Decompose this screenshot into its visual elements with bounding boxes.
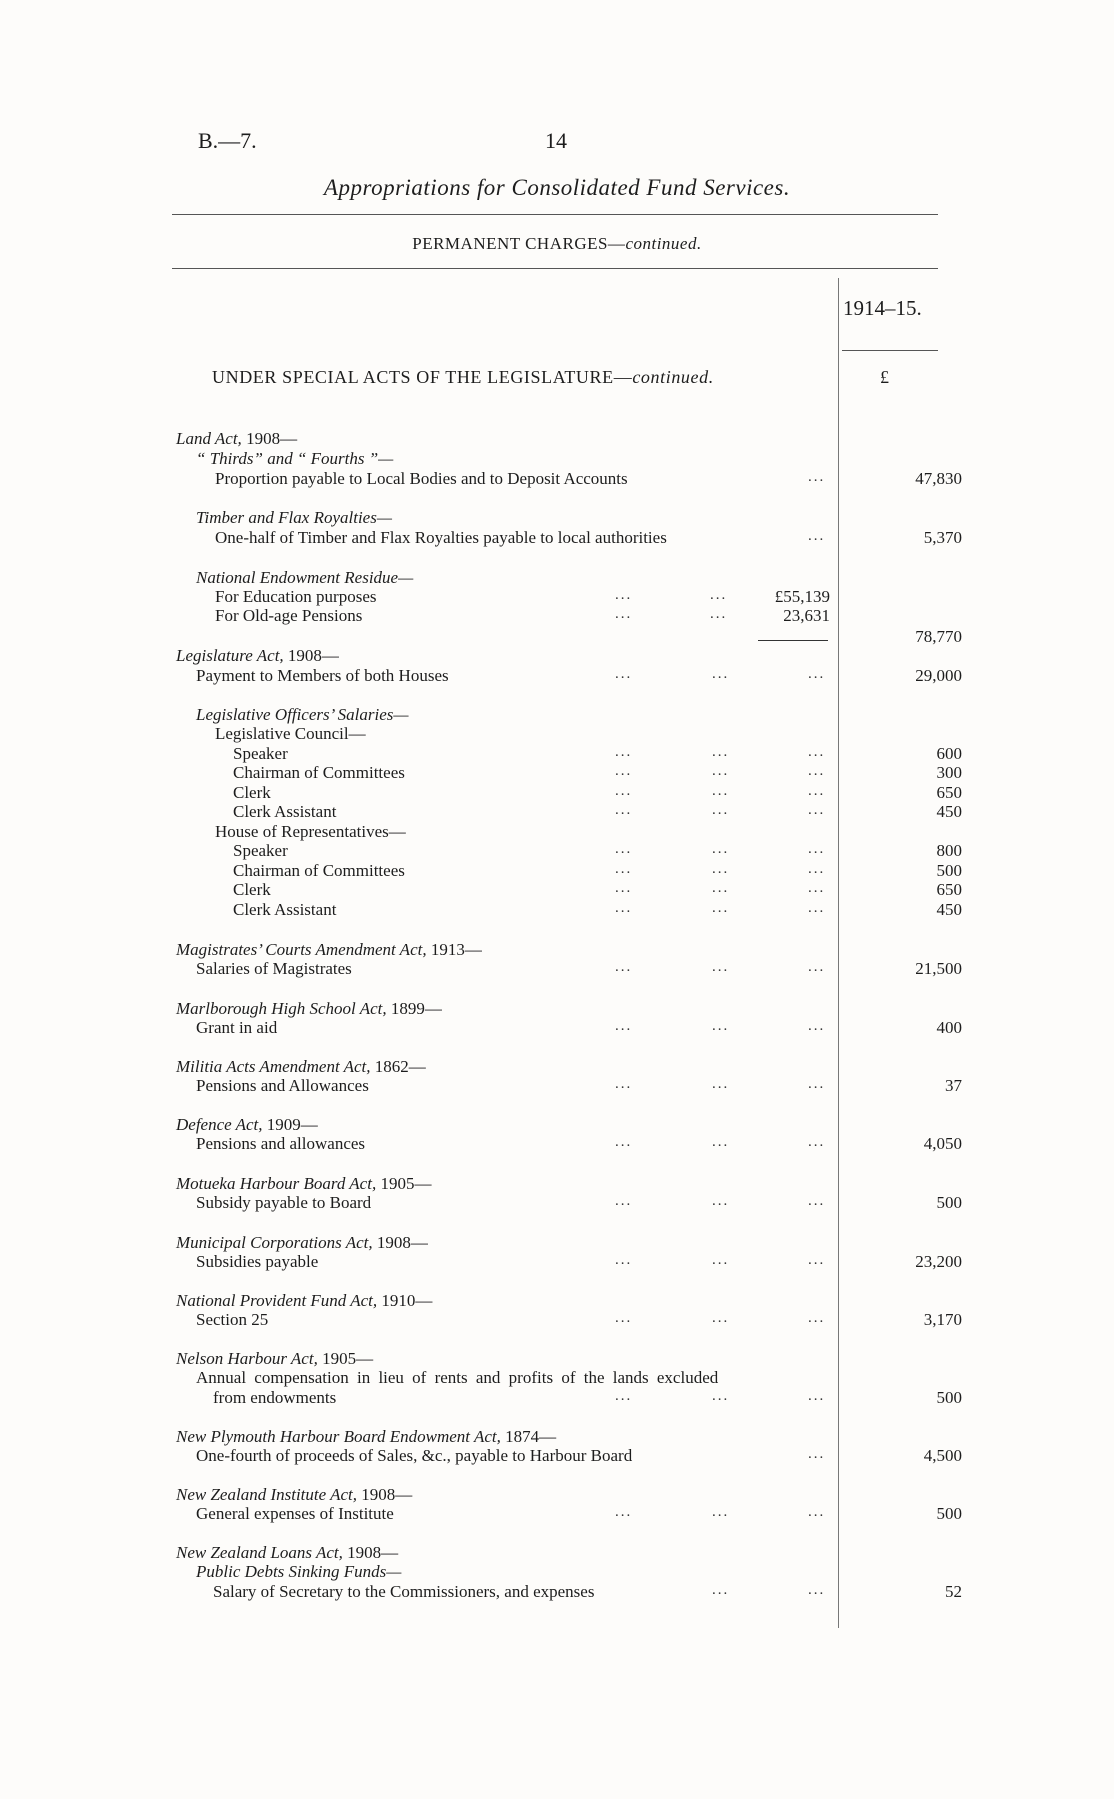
- leader-dots: ...: [615, 1076, 633, 1092]
- endowment-total: 78,770: [915, 627, 962, 646]
- act-title: Militia Acts Amendment Act,: [176, 1057, 371, 1076]
- leader-dots: ...: [712, 880, 730, 896]
- leader-dots: ...: [808, 1134, 826, 1150]
- leader-dots: ...: [808, 959, 826, 975]
- leader-dots: ...: [712, 959, 730, 975]
- leader-dots: ...: [808, 469, 826, 485]
- leader-dots: ...: [712, 1076, 730, 1092]
- document-reference: B.—7.: [198, 128, 257, 153]
- new-plymouth-heading: [176, 1427, 556, 1447]
- endowment-pensions-value: 23,631: [783, 606, 830, 625]
- house-row-label: Clerk: [233, 880, 271, 899]
- leader-dots: ...: [615, 900, 633, 916]
- act-year: 1910—: [377, 1291, 433, 1310]
- act-line: Subsidies payable: [196, 1252, 319, 1271]
- page-number: 14: [545, 128, 567, 153]
- nelson-act-year: 1905—: [317, 1349, 374, 1368]
- act-year: 1908—: [372, 1233, 428, 1252]
- leader-dots: ...: [808, 861, 826, 877]
- land-act-heading: [176, 429, 297, 449]
- council-row-label: Clerk Assistant: [233, 802, 337, 821]
- leader-dots: ...: [615, 861, 633, 877]
- leader-dots: ...: [808, 666, 826, 682]
- act-heading: [176, 940, 482, 960]
- nz-institute-heading: [176, 1485, 412, 1505]
- leader-dots: ...: [615, 1504, 633, 1520]
- act-heading: [176, 1057, 426, 1077]
- nz-loans-line: Salary of Secretary to the Commissioners, and expenses: [213, 1582, 595, 1601]
- endowment-pensions-label: For Old-age Pensions: [215, 606, 363, 625]
- council-row-amount: 600: [936, 744, 962, 763]
- land-act-subheading: “ Thirds” and “ Fourths ”—: [196, 449, 394, 468]
- new-plymouth-title: New Plymouth Harbour Board Endowment Act,: [176, 1427, 501, 1446]
- leader-dots: ...: [712, 666, 730, 682]
- council-row-label: Clerk: [233, 783, 271, 802]
- land-act-title: Land Act,: [176, 429, 242, 448]
- leader-dots: ...: [615, 587, 633, 603]
- leader-dots: ...: [615, 1388, 633, 1404]
- page-title: Appropriations for Consolidated Fund Services.: [323, 175, 791, 200]
- legislature-act-line: Payment to Members of both Houses: [196, 666, 449, 685]
- nz-loans-heading: [176, 1543, 398, 1563]
- leader-dots: ...: [808, 1582, 826, 1598]
- house-row-label: Clerk Assistant: [233, 900, 337, 919]
- endowment-education-value: £55,139: [774, 587, 830, 606]
- leader-dots: ...: [808, 1193, 826, 1209]
- leader-dots: ...: [808, 802, 826, 818]
- council-row-label: Chairman of Committees: [233, 763, 405, 782]
- leader-dots: ...: [712, 1504, 730, 1520]
- nz-loans-subheading: Public Debts Sinking Funds—: [196, 1562, 402, 1581]
- act-line: Salaries of Magistrates: [196, 959, 352, 978]
- act-title: Motueka Harbour Board Act,: [176, 1174, 377, 1193]
- house-row-label: Speaker: [233, 841, 288, 860]
- act-title: National Provident Fund Act,: [176, 1291, 378, 1310]
- act-amount: 37: [945, 1076, 962, 1095]
- leader-dots: ...: [712, 783, 730, 799]
- council-row-label: Speaker: [233, 744, 288, 763]
- act-year: 1909—: [262, 1115, 318, 1134]
- new-plymouth-year: 1874—: [500, 1427, 557, 1446]
- leader-dots: ...: [615, 1193, 633, 1209]
- act-amount: 4,050: [923, 1134, 962, 1153]
- leader-dots: ...: [712, 744, 730, 760]
- act-amount: 400: [936, 1018, 962, 1037]
- leader-dots: ...: [808, 1310, 826, 1326]
- leader-dots: ...: [808, 744, 826, 760]
- act-heading: [176, 999, 442, 1019]
- leader-dots: ...: [615, 1134, 633, 1150]
- endowment-heading: National Endowment Residue—: [196, 568, 414, 587]
- leader-dots: ...: [808, 1388, 826, 1404]
- leader-dots: ...: [712, 1018, 730, 1034]
- nz-institute-amount: 500: [936, 1504, 962, 1523]
- leader-dots: ...: [615, 783, 633, 799]
- timber-amount: 5,370: [923, 528, 962, 547]
- legislature-act-title: Legislature Act,: [176, 646, 284, 665]
- act-heading: [176, 1233, 428, 1253]
- legislature-act-amount: 29,000: [915, 666, 962, 685]
- new-plymouth-amount: 4,500: [923, 1446, 962, 1465]
- house-heading: House of Representatives—: [215, 822, 406, 841]
- land-act-line: Proportion payable to Local Bodies and to Deposit Accounts: [215, 469, 628, 488]
- nz-loans-amount: 52: [945, 1582, 962, 1601]
- leader-dots: ...: [712, 1582, 730, 1598]
- act-title: Marlborough High School Act,: [176, 999, 387, 1018]
- year-column-heading: 1914–15.: [843, 296, 922, 320]
- leader-dots: ...: [808, 1076, 826, 1092]
- council-row-amount: 650: [936, 783, 962, 802]
- leader-dots: ...: [615, 802, 633, 818]
- leader-dots: ...: [712, 900, 730, 916]
- house-row-amount: 800: [936, 841, 962, 860]
- leader-dots: ...: [712, 1134, 730, 1150]
- subtotal-rule: [758, 640, 828, 641]
- legislature-act-year: 1908—: [283, 646, 339, 665]
- nelson-act-heading: [176, 1349, 373, 1369]
- leader-dots: ...: [808, 1018, 826, 1034]
- leader-dots: ...: [615, 606, 633, 622]
- endowment-education-label: For Education purposes: [215, 587, 377, 606]
- house-row-amount: 650: [936, 880, 962, 899]
- act-year: 1913—: [426, 940, 482, 959]
- leader-dots: ...: [808, 528, 826, 544]
- new-plymouth-line: One-fourth of proceeds of Sales, &c., payable to Harbour Board: [196, 1446, 633, 1465]
- legislative-officers-heading: Legislative Officers’ Salaries—: [196, 705, 409, 724]
- act-heading: [176, 1115, 318, 1135]
- leader-dots: ...: [710, 606, 728, 622]
- house-row-label: Chairman of Committees: [233, 861, 405, 880]
- act-line: Subsidy payable to Board: [196, 1193, 372, 1212]
- leader-dots: ...: [615, 959, 633, 975]
- leader-dots: ...: [712, 1252, 730, 1268]
- act-amount: 23,200: [915, 1252, 962, 1271]
- leader-dots: ...: [712, 802, 730, 818]
- act-amount: 21,500: [915, 959, 962, 978]
- land-act-year: 1908—: [241, 429, 298, 448]
- timber-heading: Timber and Flax Royalties—: [196, 508, 392, 527]
- timber-line: One-half of Timber and Flax Royalties payable to local authorities: [215, 528, 667, 547]
- nz-institute-line: General expenses of Institute: [196, 1504, 394, 1523]
- leader-dots: ...: [808, 783, 826, 799]
- act-title: Magistrates’ Courts Amendment Act,: [176, 940, 427, 959]
- section-heading-italic: continued.: [632, 367, 714, 387]
- leader-dots: ...: [615, 744, 633, 760]
- leader-dots: ...: [808, 763, 826, 779]
- currency-column-heading: £: [880, 367, 889, 387]
- act-title: Municipal Corporations Act,: [176, 1233, 373, 1252]
- leader-dots: ...: [712, 841, 730, 857]
- act-heading: [176, 1291, 432, 1311]
- land-act-amount: 47,830: [915, 469, 962, 488]
- house-row-amount: 450: [936, 900, 962, 919]
- nz-institute-title: New Zealand Institute Act,: [176, 1485, 358, 1504]
- section-heading-plain: UNDER SPECIAL ACTS OF THE LEGISLATURE—: [212, 367, 633, 387]
- subtitle-italic: continued.: [625, 234, 702, 253]
- act-amount: 500: [936, 1193, 962, 1212]
- leader-dots: ...: [615, 1310, 633, 1326]
- leader-dots: ...: [710, 587, 728, 603]
- leader-dots: ...: [808, 880, 826, 896]
- legislative-council-heading: Legislative Council—: [215, 724, 366, 743]
- nelson-line-2: from endowments: [213, 1388, 337, 1407]
- subtitle-plain: PERMANENT CHARGES—: [412, 234, 626, 253]
- legislature-act-heading: [176, 646, 339, 666]
- act-heading: [176, 1174, 431, 1194]
- act-line: Grant in aid: [196, 1018, 278, 1037]
- leader-dots: ...: [808, 1504, 826, 1520]
- nelson-amount: 500: [936, 1388, 962, 1407]
- nelson-act-title: Nelson Harbour Act,: [176, 1349, 318, 1368]
- leader-dots: ...: [808, 1446, 826, 1462]
- act-amount: 3,170: [923, 1310, 962, 1329]
- leader-dots: ...: [808, 1252, 826, 1268]
- leader-dots: ...: [712, 861, 730, 877]
- nelson-line-1: Annual compensation in lieu of rents and profits of the lands excluded: [196, 1368, 719, 1387]
- leader-dots: ...: [615, 1018, 633, 1034]
- council-row-amount: 450: [936, 802, 962, 821]
- act-line: Section 25: [196, 1310, 269, 1329]
- nz-loans-title: New Zealand Loans Act,: [176, 1543, 343, 1562]
- act-year: 1905—: [376, 1174, 432, 1193]
- leader-dots: ...: [808, 841, 826, 857]
- leader-dots: ...: [712, 1388, 730, 1404]
- act-year: 1899—: [386, 999, 442, 1018]
- leader-dots: ...: [712, 1310, 730, 1326]
- leader-dots: ...: [615, 841, 633, 857]
- act-title: Defence Act,: [176, 1115, 263, 1134]
- leader-dots: ...: [712, 763, 730, 779]
- council-row-amount: 300: [936, 763, 962, 782]
- leader-dots: ...: [615, 1252, 633, 1268]
- leader-dots: ...: [712, 1193, 730, 1209]
- house-row-amount: 500: [936, 861, 962, 880]
- act-line: Pensions and allowances: [196, 1134, 366, 1153]
- leader-dots: ...: [615, 763, 633, 779]
- nz-institute-year: 1908—: [357, 1485, 413, 1504]
- nz-loans-year: 1908—: [342, 1543, 399, 1562]
- leader-dots: ...: [615, 666, 633, 682]
- leader-dots: ...: [808, 900, 826, 916]
- act-line: Pensions and Allowances: [196, 1076, 369, 1095]
- leader-dots: ...: [615, 880, 633, 896]
- act-year: 1862—: [370, 1057, 426, 1076]
